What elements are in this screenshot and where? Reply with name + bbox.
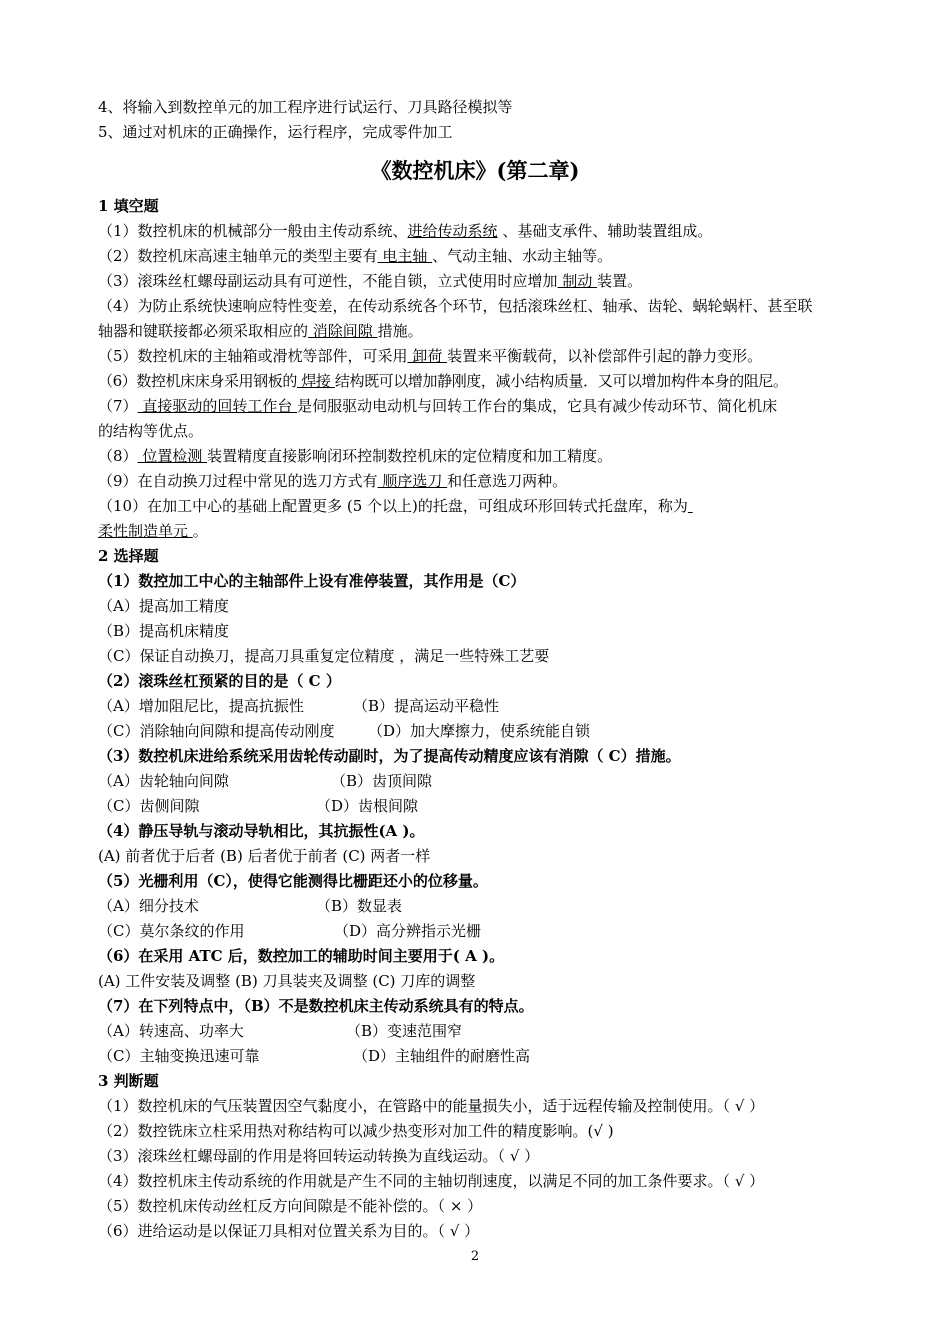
judge-question-5: （5）数控机床传动丝杠反方向间隙是不能补偿的。（ × ） [98, 1197, 483, 1215]
intro-line-4: 4、将输入到数控单元的加工程序进行试运行、刀具路径模拟等 [98, 98, 513, 116]
page-number: 2 [470, 1249, 480, 1264]
judge-question-1: （1）数控机床的气压装置因空气黏度小，在管路中的能量损失小，适于远程传输及控制使用。（ √ ） [98, 1097, 765, 1115]
section-heading-judge: 3 判断题 [98, 1072, 159, 1090]
fill-question-1: （1）数控机床的机械部分一般由主传动系统、进给传动系统 、基础支承件、辅助装置组成。 [98, 222, 713, 240]
fill-question-6: （6）数控机床床身采用钢板的 焊接 结构既可以增加静刚度，减小结构质量．又可以增加构件本身的阻尼。 [98, 372, 788, 390]
answer-blank: 焊接 [296, 372, 335, 390]
fill-question-7: （7） 直接驱动的回转工作台 是伺服驱动电动机与回转工作台的集成，它具有减少传动环节、简化机床 [98, 397, 778, 415]
fill-question-2: （2）数控机床高速主轴单元的类型主要有 电主轴 、气动主轴、水动主轴等。 [98, 247, 613, 265]
choice-option-row: （C）消除轴向间隙和提高传动刚度 （D）加大摩擦力，使系统能自锁 [98, 722, 591, 740]
answer-blank: 电主轴 [377, 247, 433, 265]
choice-option-row: （C）主轴变换迅速可靠 （D）主轴组件的耐磨性高 [98, 1047, 531, 1065]
fill-question-4: （4）为防止系统快速响应特性变差，在传动系统各个环节，包括滚珠丝杠、轴承、齿轮、蜗轮蜗杆、甚至联 [98, 297, 813, 315]
choice-option-row: （C）齿侧间隙 （D）齿根间隙 [98, 797, 419, 815]
choice-question-2: （2）滚珠丝杠预紧的目的是（ C ） [98, 672, 341, 690]
answer-blank: 卸荷 [407, 347, 448, 365]
chapter-title: 《数控机床》(第二章) [370, 158, 580, 183]
fill-question-8: （8） 位置检测 装置精度直接影响闭环控制数控机床的定位精度和加工精度。 [98, 447, 613, 465]
fill-question-5: （5）数控机床的主轴箱或滑枕等部件，可采用 卸荷 装置来平衡载荷，以补偿部件引起的静力变形。 [98, 347, 763, 365]
choice-question-5: （5）光栅利用（C），使得它能测得比栅距还小的位移量。 [98, 872, 488, 890]
answer-blank: 柔性制造单元 [98, 522, 193, 540]
answer-blank: 制动 [557, 272, 598, 290]
fill-question-10-cont: 柔性制造单元 。 [98, 522, 208, 540]
choice-option: （A）提高加工精度 [98, 597, 229, 615]
fill-question-4-cont: 轴器和键联接都必须采取相应的 消除间隙 措施。 [98, 322, 423, 340]
choice-question-3: （3）数控机床进给系统采用齿轮传动副时，为了提高传动精度应该有消隙（ C）措施。 [98, 747, 681, 765]
judge-question-3: （3）滚珠丝杠螺母副的作用是将回转运动转换为直线运动。（ √ ） [98, 1147, 540, 1165]
section-heading-choice: 2 选择题 [98, 547, 159, 565]
section-heading-fill: 1 填空题 [98, 197, 159, 215]
answer-blank: 直接驱动的回转工作台 [137, 397, 298, 415]
answer-blank: 顺序选刀 [377, 472, 448, 490]
fill-question-10: （10）在加工中心的基础上配置更多 (5 个以上)的托盘，可组成环形回转式托盘库，称为 [98, 497, 688, 515]
answer-blank: 消除间隙 [308, 322, 378, 340]
choice-question-1: （1）数控加工中心的主轴部件上设有准停装置，其作用是（C） [98, 572, 526, 590]
choice-question-4: （4）静压导轨与滚动导轨相比，其抗振性(A )。 [98, 822, 425, 840]
choice-option-row: (A) 前者优于后者 (B) 后者优于前者 (C) 两者一样 [98, 847, 431, 865]
answer-blank: 进给传动系统 [407, 222, 498, 240]
answer-blank: 位置检测 [137, 447, 208, 465]
choice-option-row: (A) 工件安装及调整 (B) 刀具装夹及调整 (C) 刀库的调整 [98, 972, 476, 990]
choice-option-row: （A）转速高、功率大 （B）变速范围窄 [98, 1022, 463, 1040]
judge-question-2: （2）数控铣床立柱采用热对称结构可以减少热变形对加工件的精度影响。(√ ) [98, 1122, 614, 1140]
choice-question-6: （6）在采用 ATC 后，数控加工的辅助时间主要用于( A )。 [98, 947, 505, 965]
intro-line-5: 5、通过对机床的正确操作，运行程序，完成零件加工 [98, 123, 453, 141]
judge-question-4: （4）数控机床主传动系统的作用就是产生不同的主轴切削速度，以满足不同的加工条件要求。（ √ ） [98, 1172, 765, 1190]
choice-question-7: （7）在下列特点中，（B）不是数控机床主传动系统具有的特点。 [98, 997, 534, 1015]
choice-option-row: （A）增加阻尼比，提高抗振性 （B）提高运动平稳性 [98, 697, 500, 715]
fill-question-9: （9）在自动换刀过程中常见的选刀方式有 顺序选刀 和任意选刀两种。 [98, 472, 568, 490]
judge-question-6: （6）进给运动是以保证刀具相对位置关系为目的。（ √ ） [98, 1222, 480, 1240]
choice-option: （B）提高机床精度 [98, 622, 230, 640]
choice-option-row: （A）细分技术 （B）数显表 [98, 897, 403, 915]
choice-option-row: （C）莫尔条纹的作用 （D）高分辨指示光栅 [98, 922, 482, 940]
fill-question-7-cont: 的结构等优点。 [98, 422, 204, 440]
fill-question-3: （3）滚珠丝杠螺母副运动具有可逆性，不能自锁，立式使用时应增加 制动 装置。 [98, 272, 643, 290]
choice-option: （C）保证自动换刀，提高刀具重复定位精度 ，满足一些特殊工艺要 [98, 647, 550, 665]
choice-option-row: （A）齿轮轴向间隙 （B）齿顶间隙 [98, 772, 433, 790]
